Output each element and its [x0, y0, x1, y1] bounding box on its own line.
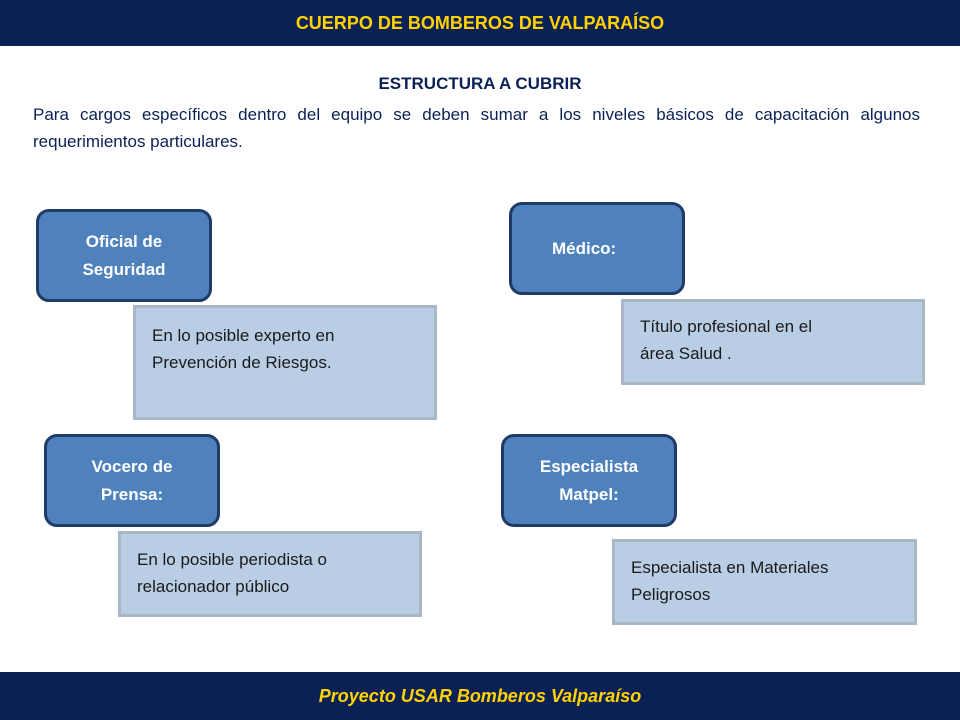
role-title: Médico: — [552, 238, 617, 258]
header-bar — [0, 0, 960, 46]
section-heading: ESTRUCTURA A CUBRIR — [378, 74, 582, 93]
role-title: Vocero de Prensa: — [91, 456, 173, 504]
desc-oficial-seguridad — [133, 305, 437, 420]
header-title: CUERPO DE BOMBEROS DE VALPARAÍSO — [295, 13, 665, 33]
role-description: En lo posible periodista o relacionador público — [137, 550, 327, 596]
intro-paragraph: Para cargos específicos dentro del equipo se deben sumar a los niveles básicos de capacitación algunos requerimientos particulares. — [33, 105, 920, 151]
desc-vocero-prensa — [118, 531, 422, 617]
role-title: Oficial de Seguridad — [82, 231, 166, 279]
role-title: Especialista Matpel: — [539, 456, 639, 504]
role-oficial-seguridad — [36, 209, 212, 302]
role-vocero-prensa — [44, 434, 220, 527]
desc-especialista-matpel — [612, 539, 917, 625]
footer-title: Proyecto USAR Bomberos Valparaíso — [318, 686, 642, 706]
role-description: Título profesional en el área Salud . — [640, 317, 812, 363]
desc-medico — [621, 299, 925, 385]
role-especialista-matpel — [501, 434, 677, 527]
role-description: Especialista en Materiales Peligrosos — [631, 558, 829, 604]
role-medico — [509, 202, 685, 295]
footer-bar — [0, 672, 960, 720]
role-description: En lo posible experto en Prevención de Riesgos. — [152, 326, 335, 372]
